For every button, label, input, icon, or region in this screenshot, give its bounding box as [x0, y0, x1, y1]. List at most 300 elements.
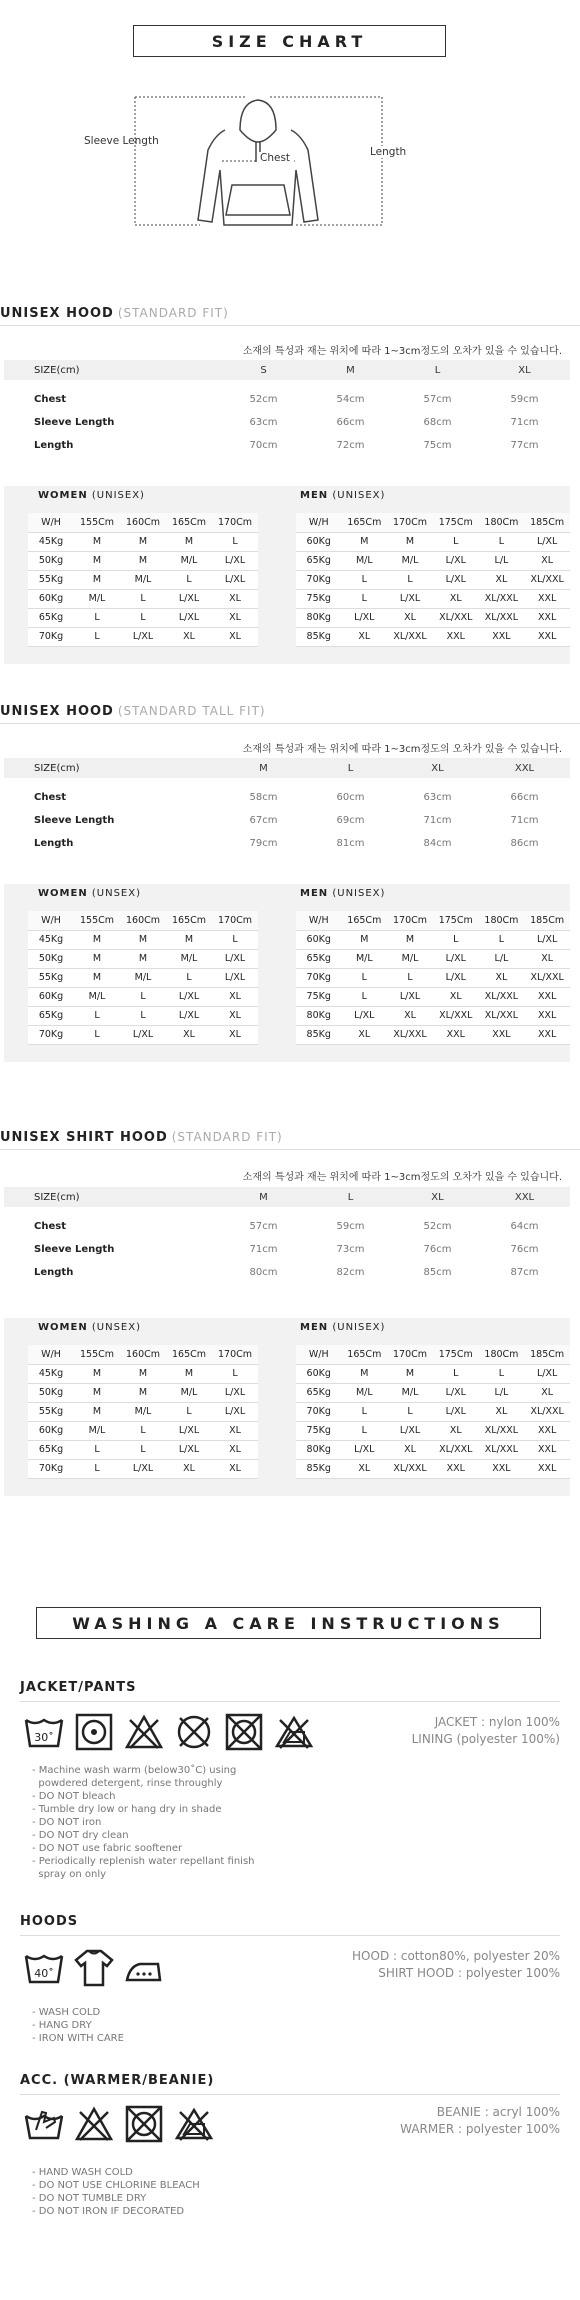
measure-value: 86cm [510, 838, 539, 849]
measure-row [4, 1215, 570, 1238]
grid-row-label: 60Kg [28, 1421, 74, 1440]
grid-row-label: 70Kg [28, 627, 74, 646]
section-head-1 [0, 306, 580, 326]
grid-row [296, 930, 570, 949]
grid-cell: L [120, 987, 166, 1006]
measure-label: Sleeve Length [34, 815, 115, 826]
grid-cell: M [74, 570, 120, 589]
measure-value: 57cm [249, 1221, 278, 1232]
grid-row-label: 65Kg [296, 1383, 341, 1402]
men-grid-title: MEN (UNISEX) [300, 490, 386, 501]
grid-cell: XXL [433, 627, 479, 646]
grid-cell: XL [524, 949, 570, 968]
no-tumble-icon [224, 1712, 264, 1752]
grid-header-row [28, 1345, 258, 1364]
grid-cell: XL [166, 627, 212, 646]
grid-cell: XL [433, 589, 479, 608]
women-grid-title: WOMEN (UNISEX) [38, 490, 145, 501]
measure-row [4, 1238, 570, 1261]
measure-value: 70cm [249, 440, 278, 451]
grid-cell: XL/XXL [524, 968, 570, 987]
grid-cell: L [166, 968, 212, 987]
grid-cell: XL/XXL [387, 1459, 433, 1478]
wash-temp-label: 40˚ [34, 1967, 54, 1980]
measure-value: 71cm [510, 815, 539, 826]
grid-cell: M/L [74, 589, 120, 608]
grid-cell: XL [212, 987, 258, 1006]
grid-row-label: 65Kg [296, 949, 341, 968]
grid-cell: XL [341, 1025, 387, 1044]
size-label: SIZE(cm) [34, 364, 80, 376]
grid-row-label: 60Kg [296, 532, 341, 551]
grid-cell: XL/XXL [524, 570, 570, 589]
size-col: M [259, 762, 268, 774]
care-group-title: ACC. (WARMER/BEANIE) [20, 2073, 560, 2095]
grid-cell: XL [433, 987, 479, 1006]
grid-cell: L [120, 1006, 166, 1025]
grid-cell: 155Cm [74, 513, 120, 532]
grid-cell: L/L [479, 1383, 525, 1402]
tumble-dry-icon [74, 1712, 114, 1752]
care-bullet: - DO NOT TUMBLE DRY [32, 2193, 147, 2204]
grid-row [28, 1440, 258, 1459]
grid-row [28, 949, 258, 968]
grid-row [28, 570, 258, 589]
measure-label: Chest [34, 1221, 66, 1232]
length-label: Length [370, 146, 407, 158]
grid-cell: L [341, 1402, 387, 1421]
material-list [352, 1948, 560, 1982]
grid-cell: XXL [433, 1459, 479, 1478]
grid-cell: XL/XXL [479, 589, 525, 608]
grid-cell: L/XL [212, 570, 258, 589]
men-grid-title: MEN (UNISEX) [300, 1322, 386, 1333]
grid-cell: L/XL [433, 570, 479, 589]
grid-row [296, 1006, 570, 1025]
grid-cell: M [166, 930, 212, 949]
grid-row-label: 75Kg [296, 589, 341, 608]
hoodie-icon [120, 90, 440, 240]
grid-cell: XXL [479, 1459, 525, 1478]
grid-cell: L/XL [166, 1006, 212, 1025]
grid-cell: L/XL [433, 551, 479, 570]
care-icon-row [24, 1712, 314, 1752]
grid-cell: L [74, 608, 120, 627]
grid-cell: L [74, 1440, 120, 1459]
care-bullet: - IRON WITH CARE [32, 2033, 124, 2044]
grid-row-label: 80Kg [296, 1006, 341, 1025]
grid-cell: 175Cm [433, 513, 479, 532]
grid-cell: XXL [524, 589, 570, 608]
men-size-grid [296, 911, 570, 1045]
hang-dry-icon [74, 1948, 114, 1988]
grid-row-label: 45Kg [28, 1364, 74, 1383]
measure-value: 67cm [249, 815, 278, 826]
grid-cell: L/XL [524, 1364, 570, 1383]
size-col: M [259, 1191, 268, 1203]
grid-header-row [296, 1345, 570, 1364]
grid-cell: L [387, 968, 433, 987]
grid-row-label: 70Kg [296, 968, 341, 987]
grid-cell: XL/XXL [433, 608, 479, 627]
measure-label: Sleeve Length [34, 1244, 115, 1255]
measure-label: Chest [34, 792, 66, 803]
grid-row-label: 45Kg [28, 930, 74, 949]
grid-cell: XXL [524, 627, 570, 646]
measure-value: 63cm [249, 417, 278, 428]
grid-cell: 180Cm [479, 513, 525, 532]
grid-cell: L [341, 570, 387, 589]
grid-cell: L/XL [120, 627, 166, 646]
grid-cell: XL [212, 1421, 258, 1440]
section-title: UNISEX SHIRT HOOD [0, 1130, 168, 1145]
size-col: XXL [514, 762, 535, 774]
grid-cell: L/XL [433, 968, 479, 987]
grid-cell: L/XL [166, 589, 212, 608]
men-size-grid [296, 1345, 570, 1479]
grid-cell: M [74, 532, 120, 551]
wash-temp-label: 30˚ [34, 1731, 54, 1744]
grid-cell: 170Cm [387, 1345, 433, 1364]
grid-cell: M/L [166, 551, 212, 570]
care-group-title: HOODS [20, 1914, 560, 1936]
grid-row-label: W/H [296, 1345, 341, 1364]
care-bullet: - WASH COLD [32, 2007, 101, 2018]
grid-cell: L/XL [120, 1025, 166, 1044]
grid-cell: L/XL [387, 589, 433, 608]
measure-label: Sleeve Length [34, 417, 115, 428]
measure-value: 73cm [336, 1244, 365, 1255]
grid-cell: L/XL [387, 1421, 433, 1440]
grid-row-label: 75Kg [296, 987, 341, 1006]
measure-label: Length [34, 1267, 74, 1278]
grid-row [28, 608, 258, 627]
measure-value: 71cm [510, 417, 539, 428]
care-bullet: - Periodically replenish water repellant finish [32, 1856, 255, 1867]
grid-cell: M [387, 930, 433, 949]
material-line: HOOD : cotton80%, polyester 20% [352, 1949, 560, 1963]
grid-cell: M [120, 1364, 166, 1383]
size-grid-block [4, 884, 570, 1062]
grid-row-label: W/H [296, 513, 341, 532]
grid-cell: M [74, 1364, 120, 1383]
grid-cell: 165Cm [341, 1345, 387, 1364]
grid-cell: L/XL [212, 551, 258, 570]
grid-cell: 165Cm [341, 513, 387, 532]
tolerance-note: 소재의 특성과 재는 위치에 따라 1~3cm정도의 오차가 있을 수 있습니다. [242, 1172, 562, 1183]
grid-row [28, 1364, 258, 1383]
size-col: XL [518, 364, 531, 376]
grid-cell: XL/XXL [524, 1402, 570, 1421]
grid-cell: XXL [433, 1025, 479, 1044]
care-bullet: - DO NOT iron [32, 1817, 102, 1828]
grid-cell: L/XL [341, 608, 387, 627]
grid-row-label: 60Kg [296, 930, 341, 949]
section-fit: (STANDARD TALL FIT) [117, 704, 266, 718]
measure-value: 59cm [336, 1221, 365, 1232]
grid-cell: M/L [166, 1383, 212, 1402]
size-col: L [434, 364, 441, 376]
grid-cell: L/L [479, 949, 525, 968]
size-col: L [347, 762, 354, 774]
grid-cell: L [433, 1364, 479, 1383]
size-chart-title: SIZE CHART [133, 25, 446, 57]
measure-value: 75cm [423, 440, 452, 451]
grid-cell: M/L [120, 570, 166, 589]
grid-cell: 160Cm [120, 911, 166, 930]
grid-cell: L [74, 1006, 120, 1025]
grid-cell: XXL [524, 987, 570, 1006]
grid-row-label: 70Kg [28, 1025, 74, 1044]
measure-value: 64cm [510, 1221, 539, 1232]
grid-row [296, 1421, 570, 1440]
grid-cell: M/L [120, 1402, 166, 1421]
grid-cell: 175Cm [433, 1345, 479, 1364]
grid-row [28, 551, 258, 570]
material-line: SHIRT HOOD : polyester 100% [378, 1966, 560, 1980]
grid-cell: M [166, 532, 212, 551]
grid-cell: L [433, 532, 479, 551]
grid-cell: L/XL [166, 608, 212, 627]
grid-cell: 185Cm [524, 911, 570, 930]
grid-row [28, 1402, 258, 1421]
care-bullets [32, 2006, 124, 2045]
grid-cell: M [74, 1402, 120, 1421]
grid-row [28, 1006, 258, 1025]
grid-cell: XL [387, 1006, 433, 1025]
grid-cell: L [387, 1402, 433, 1421]
size-col: XXL [514, 1191, 535, 1203]
grid-row [28, 968, 258, 987]
measure-value: 57cm [423, 394, 452, 405]
hoodie-diagram [84, 90, 440, 240]
care-bullet: - DO NOT USE CHLORINE BLEACH [32, 2180, 200, 2191]
material-list [412, 1714, 560, 1748]
grid-cell: 185Cm [524, 513, 570, 532]
grid-cell: L [479, 1364, 525, 1383]
grid-header-row [28, 513, 258, 532]
grid-cell: L/XL [120, 1459, 166, 1478]
wash-30-icon [24, 1712, 64, 1752]
grid-cell: XL [387, 608, 433, 627]
care-icon-row [24, 2104, 214, 2144]
grid-cell: M [74, 968, 120, 987]
material-line: WARMER : polyester 100% [400, 2122, 560, 2136]
no-bleach-icon [124, 1712, 164, 1752]
grid-cell: 155Cm [74, 911, 120, 930]
grid-cell: M [120, 1383, 166, 1402]
grid-row [28, 1459, 258, 1478]
measure-label: Length [34, 440, 74, 451]
grid-cell: M [341, 930, 387, 949]
grid-cell: XL/XXL [479, 1440, 525, 1459]
grid-cell: XXL [479, 1025, 525, 1044]
section-head-3 [0, 1130, 580, 1150]
grid-row [28, 589, 258, 608]
iron-care-icon [124, 1948, 164, 1988]
measure-value: 80cm [249, 1267, 278, 1278]
measure-value: 63cm [423, 792, 452, 803]
measure-value: 69cm [336, 815, 365, 826]
grid-row [296, 570, 570, 589]
section-title: UNISEX HOOD [0, 704, 114, 719]
grid-cell: L/XL [212, 1383, 258, 1402]
grid-cell: M/L [341, 1383, 387, 1402]
grid-cell: XL/XXL [433, 1440, 479, 1459]
grid-cell: M/L [387, 949, 433, 968]
grid-cell: M/L [387, 1383, 433, 1402]
grid-cell: XL [479, 968, 525, 987]
grid-cell: L [120, 1440, 166, 1459]
grid-cell: M/L [341, 949, 387, 968]
women-size-grid [28, 1345, 258, 1479]
measure-row [4, 809, 570, 832]
no-iron-icon [174, 2104, 214, 2144]
measure-table [4, 1187, 570, 1284]
measure-value: 68cm [423, 417, 452, 428]
grid-cell: 185Cm [524, 1345, 570, 1364]
measure-value: 66cm [336, 417, 365, 428]
grid-cell: XL [524, 1383, 570, 1402]
grid-cell: M [120, 532, 166, 551]
measure-row [4, 786, 570, 809]
grid-cell: L [212, 930, 258, 949]
grid-header-row [296, 513, 570, 532]
grid-cell: M/L [120, 968, 166, 987]
grid-row-label: 70Kg [296, 1402, 341, 1421]
grid-header-row [28, 911, 258, 930]
grid-cell: XL [212, 1440, 258, 1459]
measure-label: Length [34, 838, 74, 849]
grid-row-label: 60Kg [296, 1364, 341, 1383]
grid-header-row [296, 911, 570, 930]
grid-cell: XL [387, 1440, 433, 1459]
grid-cell: 170Cm [387, 513, 433, 532]
section-title: UNISEX HOOD [0, 306, 114, 321]
grid-row-label: 65Kg [28, 1440, 74, 1459]
grid-cell: 160Cm [120, 1345, 166, 1364]
grid-cell: 175Cm [433, 911, 479, 930]
size-label: SIZE(cm) [34, 762, 80, 774]
grid-row-label: 70Kg [296, 570, 341, 589]
care-bullets [32, 1764, 255, 1881]
grid-row-label: 65Kg [28, 608, 74, 627]
section-head-2 [0, 704, 580, 724]
grid-row-label: 85Kg [296, 1459, 341, 1478]
grid-row [296, 551, 570, 570]
grid-row [296, 1364, 570, 1383]
measure-header [4, 758, 570, 778]
grid-row [296, 1383, 570, 1402]
grid-cell: M/L [74, 987, 120, 1006]
grid-row-label: 60Kg [28, 987, 74, 1006]
grid-row-label: 60Kg [28, 589, 74, 608]
measure-value: 85cm [423, 1267, 452, 1278]
grid-row [296, 968, 570, 987]
grid-cell: L [387, 570, 433, 589]
size-col: XL [431, 1191, 444, 1203]
grid-cell: M [341, 1364, 387, 1383]
grid-cell: L [341, 1421, 387, 1440]
grid-row [28, 1383, 258, 1402]
grid-row-label: 65Kg [28, 1006, 74, 1025]
care-title: WASHING A CARE INSTRUCTIONS [36, 1607, 541, 1639]
measure-header [4, 360, 570, 380]
grid-cell: L/XL [524, 532, 570, 551]
grid-cell: M [74, 1383, 120, 1402]
grid-cell: XL [341, 1459, 387, 1478]
grid-cell: XL [212, 1025, 258, 1044]
material-line: LINING (polyester 100%) [411, 1732, 560, 1746]
care-bullet: - HANG DRY [32, 2020, 92, 2031]
grid-row [28, 987, 258, 1006]
grid-cell: L [166, 1402, 212, 1421]
tolerance-note: 소재의 특성과 재는 위치에 따라 1~3cm정도의 오차가 있을 수 있습니다. [242, 346, 562, 357]
grid-cell: XL/XXL [479, 608, 525, 627]
size-col: XL [431, 762, 444, 774]
care-bullet: - DO NOT dry clean [32, 1830, 129, 1841]
grid-cell: XL/XXL [479, 1421, 525, 1440]
grid-cell: L [120, 589, 166, 608]
grid-cell: 170Cm [212, 513, 258, 532]
measure-value: 77cm [510, 440, 539, 451]
grid-row-label: 55Kg [28, 968, 74, 987]
grid-cell: XXL [524, 1025, 570, 1044]
grid-cell: M [387, 532, 433, 551]
grid-cell: M [74, 551, 120, 570]
section-fit: (STANDARD FIT) [171, 1130, 283, 1144]
grid-cell: M/L [341, 551, 387, 570]
size-col: L [347, 1191, 354, 1203]
grid-row-label: W/H [28, 1345, 74, 1364]
measure-value: 84cm [423, 838, 452, 849]
chest-label: Chest [260, 152, 291, 164]
measure-value: 82cm [336, 1267, 365, 1278]
grid-cell: L/XL [212, 949, 258, 968]
grid-cell: L/XL [341, 1006, 387, 1025]
grid-cell: 165Cm [166, 911, 212, 930]
measure-value: 76cm [423, 1244, 452, 1255]
grid-cell: XL/XXL [387, 627, 433, 646]
material-line: JACKET : nylon 100% [434, 1715, 560, 1729]
grid-cell: XL [212, 627, 258, 646]
size-grid-block [4, 1318, 570, 1496]
grid-row-label: W/H [28, 513, 74, 532]
grid-row [296, 532, 570, 551]
grid-cell: 170Cm [387, 911, 433, 930]
grid-row-label: 55Kg [28, 1402, 74, 1421]
grid-cell: M/L [166, 949, 212, 968]
size-col: S [260, 364, 267, 376]
grid-cell: L/XL [166, 1421, 212, 1440]
women-size-grid [28, 513, 258, 647]
grid-row [28, 930, 258, 949]
grid-row-label: 50Kg [28, 1383, 74, 1402]
material-list [400, 2104, 560, 2138]
grid-cell: M [120, 949, 166, 968]
grid-cell: XL [341, 627, 387, 646]
section-fit: (STANDARD FIT) [117, 306, 229, 320]
no-dry-clean-icon [174, 1712, 214, 1752]
care-bullet: - DO NOT IRON IF DECORATED [32, 2206, 185, 2217]
grid-cell: L [341, 987, 387, 1006]
grid-cell: 180Cm [479, 1345, 525, 1364]
grid-cell: L/XL [212, 1402, 258, 1421]
grid-cell: XL [212, 608, 258, 627]
grid-cell: L/XL [433, 1383, 479, 1402]
grid-row [296, 1459, 570, 1478]
grid-cell: 165Cm [166, 1345, 212, 1364]
